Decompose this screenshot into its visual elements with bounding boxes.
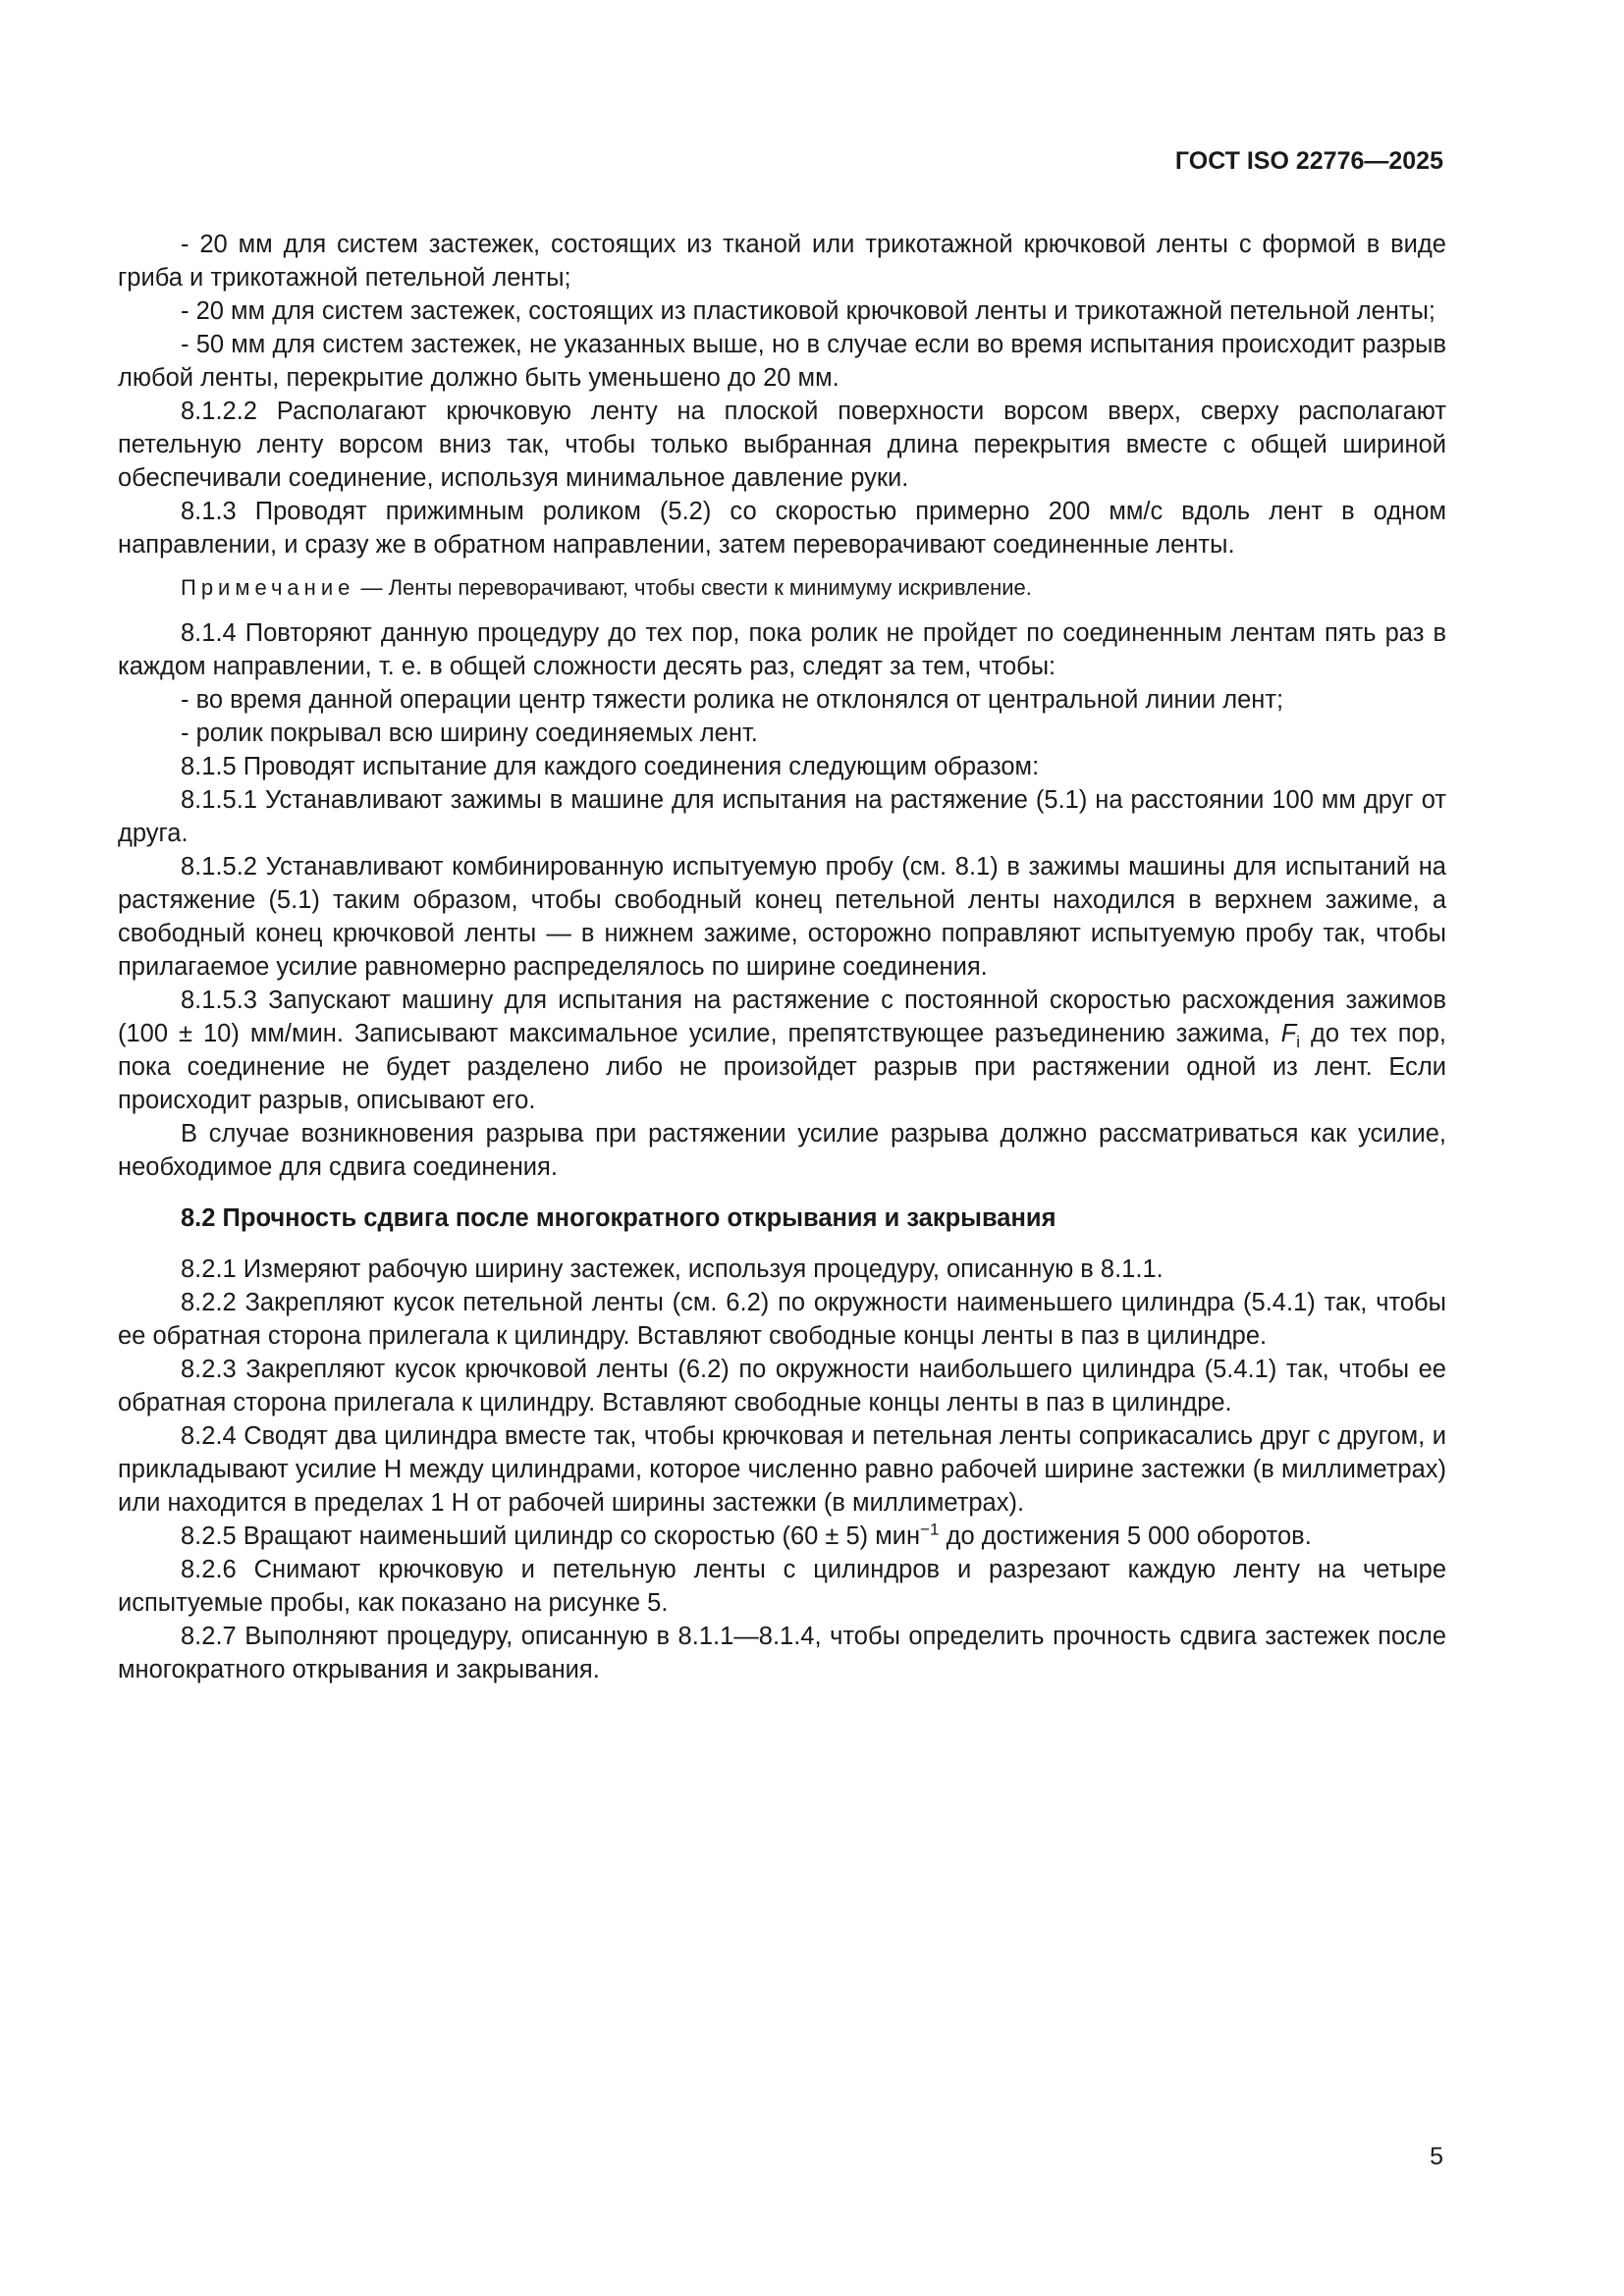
page-number: 5 <box>1430 2143 1443 2170</box>
paragraph-8-1-5-2: 8.1.5.2 Устанавливают комбинированную испытуемую пробу (см. 8.1) в зажимы машины для испытаний на растяжение (5.1) таким образом, чтобы свободный конец петельной ленты находился в верхнем зажиме, а свободный конец крючковой ленты — в нижнем зажиме, осторожно поправляют испытуемую пробу так, чтобы прилагаемое усилие равномерно распределялось по ширине соединения. <box>118 853 1446 981</box>
list-item-overlap-2: - 20 мм для систем застежек, состоящих из пластиковой крючковой ленты и трикотажной петельной ленты; <box>181 297 1436 325</box>
force-subscript: i <box>1296 1033 1300 1052</box>
paragraph-8-2-5 <box>118 1520 1446 1553</box>
paragraph-8-2-2: 8.2.2 Закрепляют кусок петельной ленты (см. 6.2) по окружности наименьшего цилиндра (5.4.1) так, чтобы ее обратная сторона прилегала к цилиндру. Вставляют свободные концы ленты в паз в цилиндре. <box>118 1289 1446 1350</box>
paragraph-8-2-6: 8.2.6 Снимают крючковую и петельную ленты с цилиндров и разрезают каждую ленту на четыре испытуемые пробы, как показано на рисунке 5. <box>118 1556 1446 1617</box>
rpm-superscript: −1 <box>920 1520 940 1539</box>
paragraph-8-2-5-end: до достижения 5 000 оборотов. <box>946 1522 1312 1550</box>
paragraph-8-1-5-1: 8.1.5.1 Устанавливают зажимы в машине для испытания на растяжение (5.1) на расстоянии 100 мм друг от друга. <box>118 786 1446 847</box>
paragraph-rupture: В случае возникновения разрыва при растяжении усилие разрыва должно рассматриваться как усилие, необходимое для сдвига соединения. <box>118 1120 1446 1181</box>
paragraph-8-2-1: 8.2.1 Измеряют рабочую ширину застежек, используя процедуру, описанную в 8.1.1. <box>181 1255 1164 1283</box>
list-item-roller-2: - ролик покрывал всю ширину соединяемых лент. <box>181 720 758 747</box>
force-symbol: F <box>1280 1020 1297 1047</box>
paragraph-8-1-5-3-end: до тех пор, пока соединение не будет разделено либо не произойдет разрыв при растяжении одной из лент. Если происходит разрыв, описывают его. <box>118 1020 1446 1114</box>
paragraph-8-1-5-3 <box>118 984 1446 1117</box>
paragraph-8-1-2-2: 8.1.2.2 Располагают крючковую ленту на плоской поверхности ворсом вверх, сверху располагают петельную ленту ворсом вниз так, чтобы только выбранная длина перекрытия вместе с общей шириной обеспечивали соединение, используя минимальное давление руки. <box>118 398 1446 492</box>
list-item-overlap-1: - 20 мм для систем застежек, состоящих из тканой или трикотажной крючковой ленты с формой в виде гриба и трикотажной петельной ленты; <box>118 231 1446 292</box>
list-item-overlap-3: - 50 мм для систем застежек, не указанных выше, но в случае если во время испытания происходит разрыв любой ленты, перекрытие должно быть уменьшено до 20 мм. <box>118 331 1446 392</box>
page-body <box>118 228 1446 1686</box>
paragraph-8-2-5-start: 8.2.5 Вращают наименьший цилиндр со скоростью (60 ± 5) мин <box>181 1522 921 1550</box>
paragraph-8-2-3: 8.2.3 Закрепляют кусок крючковой ленты (6.2) по окружности наибольшего цилиндра (5.4.1) так, чтобы ее обратная сторона прилегала к цилиндру. Вставляют свободные концы ленты в паз в цилиндре. <box>118 1356 1446 1416</box>
paragraph-8-1-5: 8.1.5 Проводят испытание для каждого соединения следующим образом: <box>181 753 1040 780</box>
note-text: — Ленты переворачивают, чтобы свести к минимуму искривление. <box>360 575 1032 600</box>
list-item-roller-1: - во время данной операции центр тяжести ролика не отклонялся от центральной линии лент; <box>181 686 1284 714</box>
section-heading-8-2: 8.2 Прочность сдвига после многократного открывания и закрывания <box>181 1204 1056 1232</box>
note <box>118 573 1446 603</box>
document-header: ГОСТ ISO 22776—2025 <box>1174 147 1443 175</box>
paragraph-8-2-4: 8.2.4 Сводят два цилиндра вместе так, чтобы крючковая и петельная ленты соприкасались друг с другом, и прикладывают усилие Н между цилиндрами, которое численно равно рабочей ширине застежки (в миллиметрах) или находится в пределах 1 Н от рабочей ширины застежки (в миллиметрах). <box>118 1422 1446 1517</box>
paragraph-8-2-7: 8.2.7 Выполняют процедуру, описанную в 8.1.1—8.1.4, чтобы определить прочность сдвига застежек после многократного открывания и закрывания. <box>118 1623 1446 1683</box>
paragraph-8-1-3: 8.1.3 Проводят прижимным роликом (5.2) со скоростью примерно 200 мм/с вдоль лент в одном направлении, и сразу же в обратном направлении, затем переворачивают соединенные ленты. <box>118 498 1446 559</box>
paragraph-8-1-5-3-start: 8.1.5.3 Запускают машину для испытания на растяжение с постоянной скоростью расхождения зажимов (100 ± 10) мм/мин. Записывают максимальное усилие, препятствующее разъединению зажима, <box>118 987 1446 1047</box>
note-label: Примечание <box>181 575 355 600</box>
paragraph-8-1-4: 8.1.4 Повторяют данную процедуру до тех пор, пока ролик не пройдет по соединенным лентам пять раз в каждом направлении, т. е. в общей сложности десять раз, следят за тем, чтобы: <box>118 619 1446 680</box>
